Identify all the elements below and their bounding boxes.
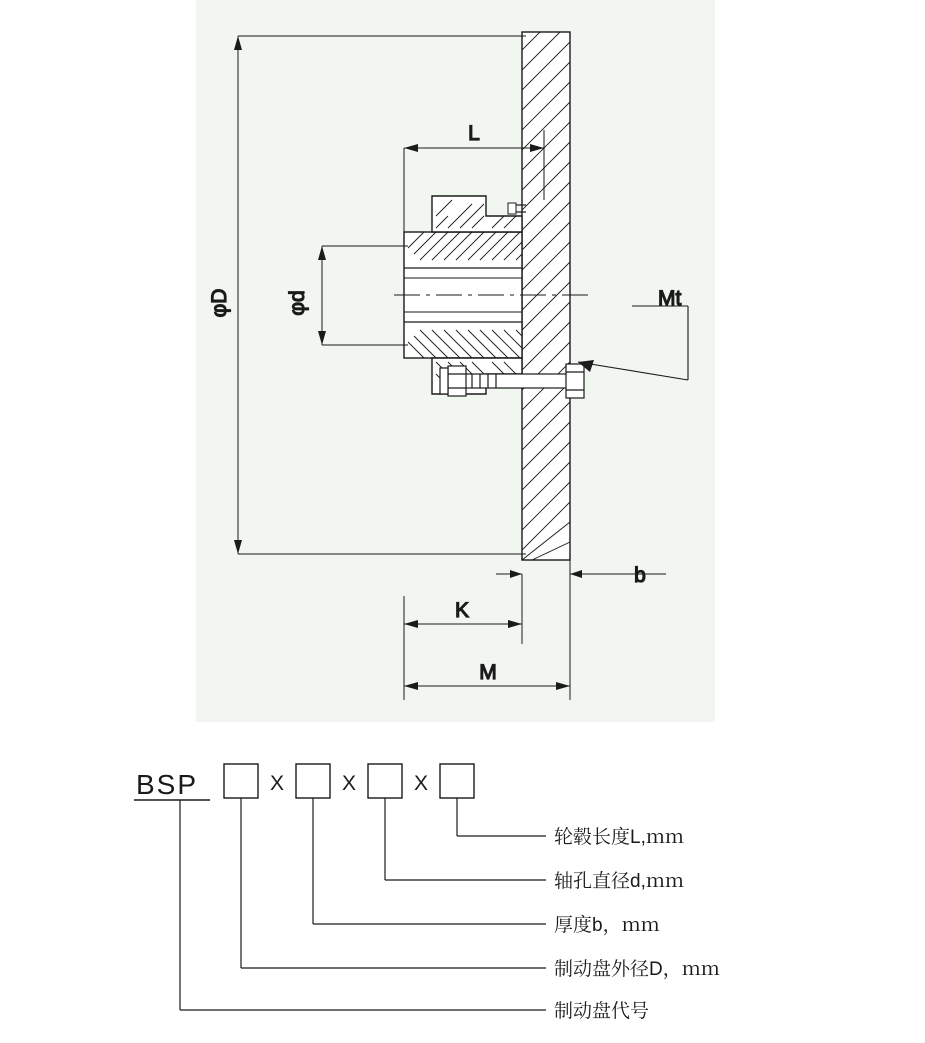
label-Mt: Mt bbox=[658, 287, 682, 310]
label-M: M bbox=[479, 661, 497, 684]
callout-bore-diameter: 轴孔直径d,ｍｍ bbox=[554, 871, 684, 892]
label-phi-D: φD bbox=[208, 288, 231, 318]
callout-outer-diameter: 制动盘外径D，ｍｍ bbox=[554, 959, 720, 980]
leader-Mt bbox=[578, 306, 688, 380]
callout-thickness: 厚度b，ｍｍ bbox=[554, 915, 660, 936]
label-L: L bbox=[468, 122, 480, 145]
brake-disc-plate bbox=[522, 32, 570, 560]
dimension-M bbox=[404, 596, 570, 700]
separator-x-1: X bbox=[269, 772, 285, 795]
separator-x-3: X bbox=[413, 772, 429, 795]
code-box-1 bbox=[224, 764, 258, 798]
code-box-4 bbox=[440, 764, 474, 798]
assembly-drawing bbox=[196, 0, 715, 722]
callout-disc-code: 制动盘代号 bbox=[554, 1001, 650, 1022]
leader-lines bbox=[180, 798, 546, 1010]
hub-body bbox=[404, 196, 522, 394]
designation-prefix: BSP bbox=[136, 769, 199, 800]
label-b: b bbox=[634, 564, 646, 587]
code-box-2 bbox=[296, 764, 330, 798]
code-box-3 bbox=[368, 764, 402, 798]
callout-hub-length: 轮毂长度L,ｍｍ bbox=[554, 827, 684, 848]
designation-diagram bbox=[0, 722, 925, 1043]
label-phi-d: φd bbox=[286, 290, 309, 316]
label-K: K bbox=[454, 599, 470, 622]
separator-x-2: X bbox=[341, 772, 357, 795]
designation-panel bbox=[0, 722, 925, 1043]
drawing-panel bbox=[196, 0, 715, 722]
